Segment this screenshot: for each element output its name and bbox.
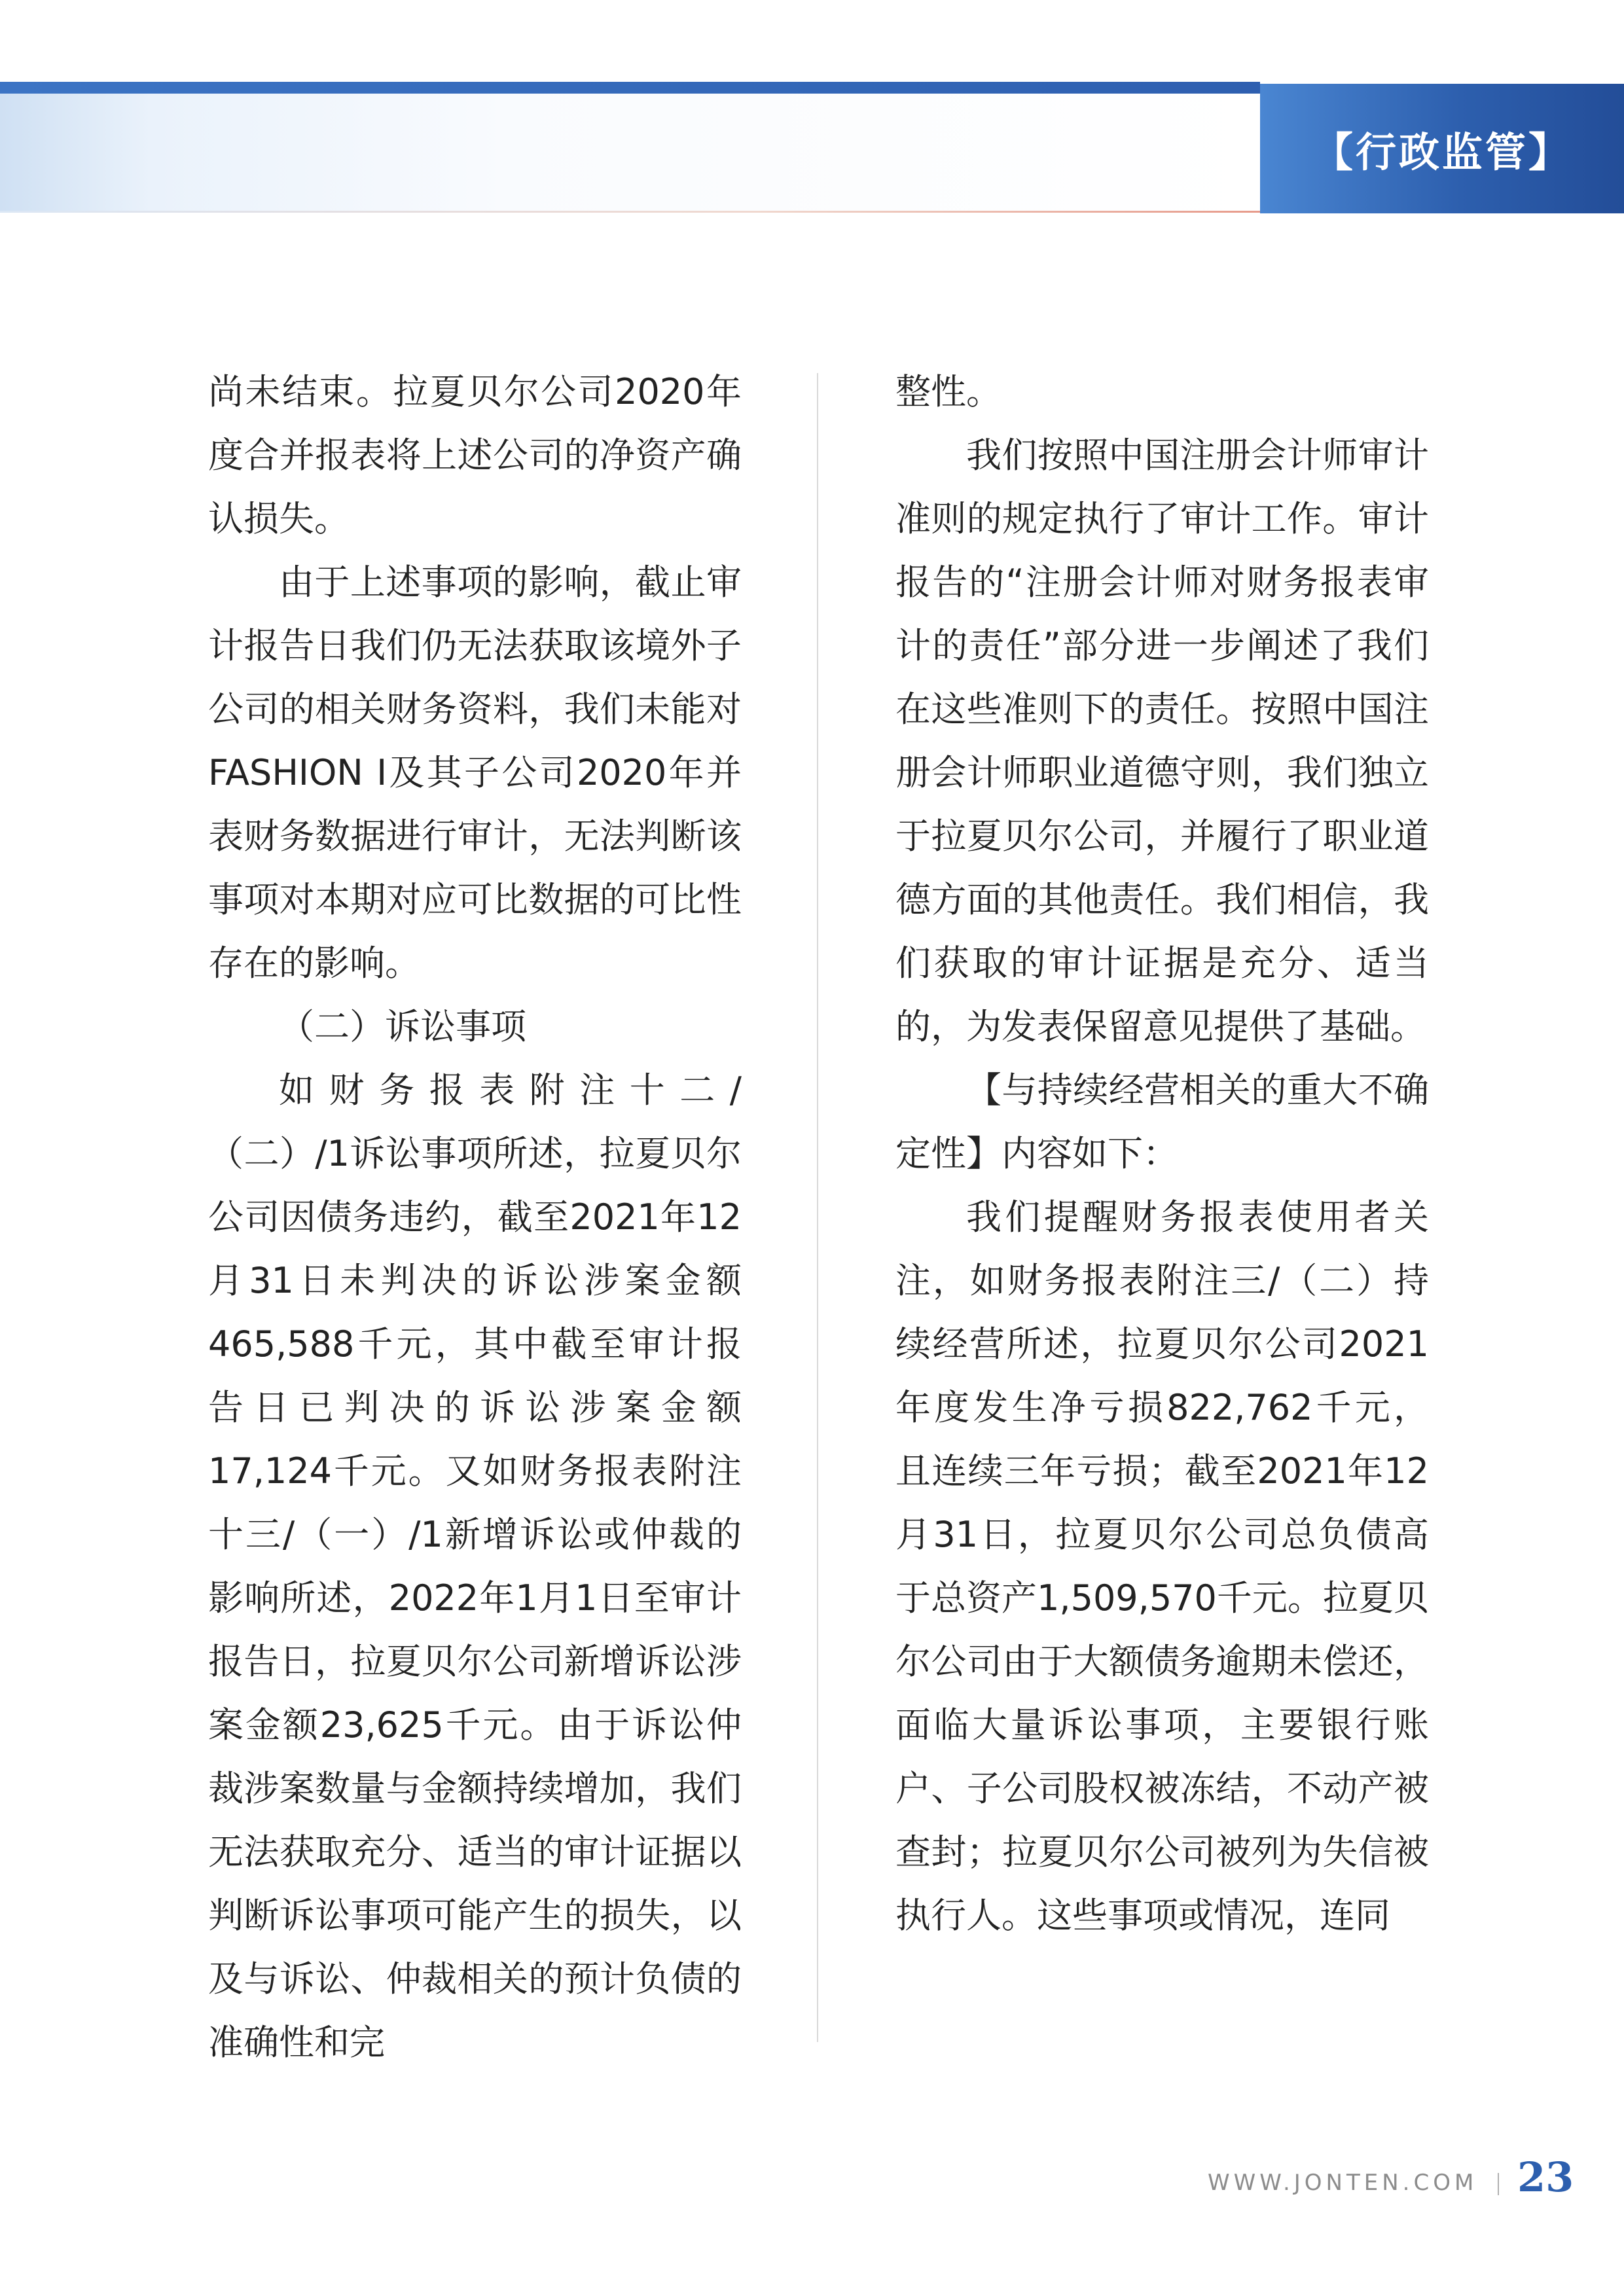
section-label: 【行政监管】 xyxy=(1312,128,1572,176)
paragraph: 我们提醒财务报表使用者关注，如财务报表附注三/（二）持续经营所述，拉夏贝尔公司2021年度发生净亏损822,762千元，且连续三年亏损；截至2021年12月31日，拉夏贝尔公司总负债高于总资产1,509,570千元。拉夏贝尔公司由于大额债务逾期未偿还，面临大量诉讼事项，主要银行账户、子公司股权被冻结，不动产被查封；拉夏贝尔公司被列为失信被执行人。这些事项或情况，连同 xyxy=(895,1196,1429,1936)
subheading: 【与持续经营相关的重大不确定性】内容如下： xyxy=(895,1069,1429,1174)
page-header xyxy=(0,0,1624,216)
paragraph: 如财务报表附注十二/（二）/1诉讼事项所述，拉夏贝尔公司因债务违约，截至2021年12月31日未判决的诉讼涉案金额465,588千元，其中截至审计报告日已判决的诉讼涉案金额17,124千元。又如财务报表附注十三/（一）/1新增诉讼或仲裁的影响所述，2022年1月1日至审计报告日，拉夏贝尔公司新增诉讼涉案金额23,625千元。由于诉讼仲裁涉案数量与金额持续增加，我们无法获取充分、适当的审计证据以判断诉讼事项可能产生的损失，以及与诉讼、仲裁相关的预计负债的准确性和完 xyxy=(208,1069,742,2063)
paragraph: 由于上述事项的影响，截止审计报告日我们仍无法获取该境外子公司的相关财务资料，我们未能对FASHION I及其子公司2020年并表财务数据进行审计，无法判断该事项对本期对应可比数据的可比性存在的影响。 xyxy=(208,562,742,984)
paragraph: 整性。 xyxy=(895,371,1001,412)
left-text-column xyxy=(208,360,742,2074)
subheading: （二）诉讼事项 xyxy=(279,1006,526,1047)
paragraph: 尚未结束。拉夏贝尔公司2020年度合并报表将上述公司的净资产确认损失。 xyxy=(208,371,742,539)
right-text-column xyxy=(895,360,1429,1947)
footer-separator xyxy=(1498,2173,1499,2195)
header-top-rule xyxy=(0,82,1260,94)
footer-website: WWW.JONTEN.COM xyxy=(1208,2170,1478,2196)
section-tab xyxy=(1260,84,1624,213)
paragraph: 我们按照中国注册会计师审计准则的规定执行了审计工作。审计报告的“注册会计师对财务报表审计的责任”部分进一步阐述了我们在这些准则下的责任。按照中国注册会计师职业道德守则，我们独立于拉夏贝尔公司，并履行了职业道德方面的其他责任。我们相信，我们获取的审计证据是充分、适当的，为发表保留意见提供了基础。 xyxy=(895,435,1429,1047)
column-divider xyxy=(817,373,818,2042)
header-band xyxy=(0,82,1260,213)
header-bottom-rule xyxy=(0,211,1260,213)
page-number: 23 xyxy=(1517,2153,1574,2201)
